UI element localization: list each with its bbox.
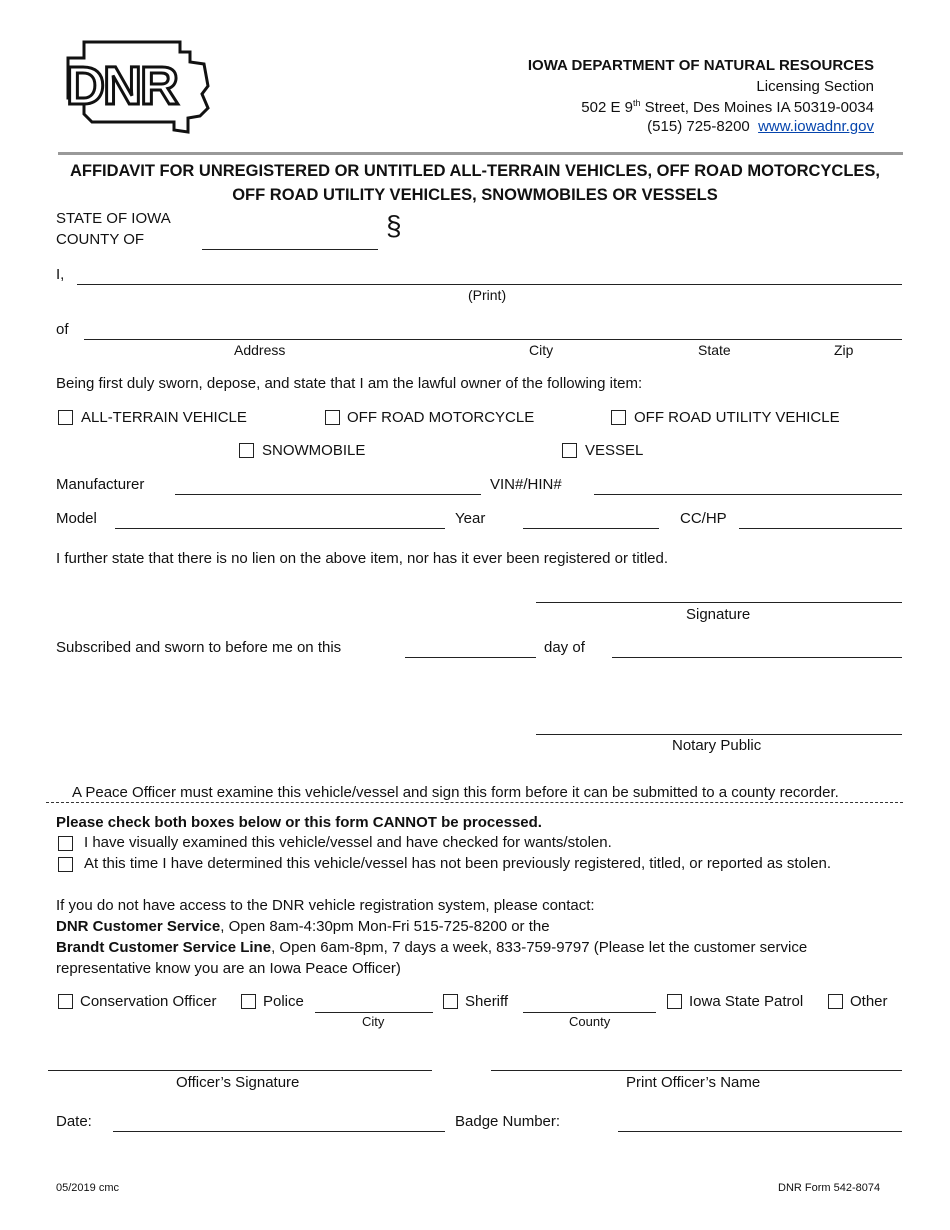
badge-label: Badge Number: xyxy=(455,1113,561,1130)
officer-name-field[interactable] xyxy=(491,1070,902,1071)
manufacturer-field[interactable] xyxy=(175,494,481,495)
city-caption: City xyxy=(529,342,554,358)
agency-contact xyxy=(647,118,874,135)
sheriff-county-caption: County xyxy=(569,1014,611,1029)
wants-stolen-label: I have visually examined this vehicle/vessel and have checked for wants/stolen. xyxy=(84,834,612,851)
vessel-checkbox[interactable] xyxy=(562,443,577,458)
other-checkbox[interactable] xyxy=(828,994,843,1009)
motorcycle-label: OFF ROAD MOTORCYCLE xyxy=(347,409,535,426)
agency-name: IOWA DEPARTMENT OF NATURAL RESOURCES xyxy=(527,57,874,74)
section-symbol: § xyxy=(386,210,402,241)
state-label: STATE OF IOWA xyxy=(56,210,171,227)
vessel-label: VESSEL xyxy=(585,442,644,459)
officer-signature-field[interactable] xyxy=(48,1070,432,1071)
utility-vehicle-checkbox[interactable] xyxy=(611,410,626,425)
lien-statement: I further state that there is no lien on the above item, nor has it ever been registered or titled. xyxy=(56,550,669,567)
form-title-line2: OFF ROAD UTILITY VEHICLES, SNOWMOBILES OR VESSELS xyxy=(232,186,718,204)
officer-signature-caption: Officer’s Signature xyxy=(176,1074,300,1091)
contact-intro: If you do not have access to the DNR vehicle registration system, please contact: xyxy=(56,897,595,914)
manufacturer-label: Manufacturer xyxy=(56,476,145,493)
sheriff-label: Sheriff xyxy=(465,993,509,1010)
badge-field[interactable] xyxy=(618,1131,902,1132)
vin-label: VIN#/HIN# xyxy=(490,476,562,493)
county-field[interactable] xyxy=(202,249,378,250)
vin-field[interactable] xyxy=(594,494,902,495)
form-title-line1: AFFIDAVIT FOR UNREGISTERED OR UNTITLED ALL-TERRAIN VEHICLES, OFF ROAD MOTORCYCLES, xyxy=(69,162,881,180)
date-label: Date: xyxy=(56,1113,92,1130)
dnr-logo xyxy=(62,38,217,138)
cchp-label: CC/HP xyxy=(680,510,727,527)
motorcycle-checkbox[interactable] xyxy=(325,410,340,425)
owner-name-field[interactable] xyxy=(77,284,902,285)
agency-phone: (515) 725-8200 xyxy=(647,118,750,135)
county-label: COUNTY OF xyxy=(56,231,145,248)
atv-label: ALL-TERRAIN VEHICLE xyxy=(81,409,247,426)
conservation-officer-label: Conservation Officer xyxy=(80,993,217,1010)
sworn-month-field[interactable] xyxy=(612,657,902,658)
peace-officer-notice: A Peace Officer must examine this vehicle/vessel and sign this form before it can be submitted to a county recorder. xyxy=(72,784,839,801)
svg-text:DNR: DNR xyxy=(66,56,177,116)
officer-instruction: Please check both boxes below or this form CANNOT be processed. xyxy=(56,814,542,831)
sheriff-checkbox[interactable] xyxy=(443,994,458,1009)
state-patrol-checkbox[interactable] xyxy=(667,994,682,1009)
notary-signature-field[interactable] xyxy=(536,734,902,735)
sworn-day-field[interactable] xyxy=(405,657,536,658)
year-field[interactable] xyxy=(523,528,659,529)
state-caption: State xyxy=(698,342,731,358)
address-caption: Address xyxy=(234,342,286,358)
of-label: of xyxy=(56,321,69,338)
agency-address: 502 E 9th Street, Des Moines IA 50319-0034 xyxy=(581,98,874,116)
agency-website-link[interactable]: www.iowadnr.gov xyxy=(758,118,874,135)
owner-address-field[interactable] xyxy=(84,339,902,340)
footer-form-number: DNR Form 542-8074 xyxy=(778,1182,881,1194)
model-label: Model xyxy=(56,510,97,527)
sworn-label: Subscribed and sworn to before me on this xyxy=(56,639,342,656)
footer-revision: 05/2019 cmc xyxy=(56,1182,119,1194)
print-caption: (Print) xyxy=(468,287,507,303)
brandt-service-line: Brandt Customer Service Line, Open 6am-8pm, 7 days a week, 833-759-9797 (Please let the customer service xyxy=(56,939,808,956)
notary-caption: Notary Public xyxy=(672,737,762,754)
day-of-label: day of xyxy=(544,639,585,656)
not-registered-label: At this time I have determined this vehicle/vessel has not been previously registered, titled, or reported as stolen. xyxy=(84,855,832,872)
cchp-field[interactable] xyxy=(739,528,902,529)
utility-vehicle-label: OFF ROAD UTILITY VEHICLE xyxy=(634,409,840,426)
ownership-statement: Being first duly sworn, depose, and state that I am the lawful owner of the following item: xyxy=(56,375,643,392)
not-registered-checkbox[interactable] xyxy=(58,857,73,872)
brandt-service-line-cont: representative know you are an Iowa Peace Officer) xyxy=(56,960,401,977)
cut-divider xyxy=(46,802,903,803)
signature-caption: Signature xyxy=(686,606,751,623)
i-label: I, xyxy=(56,266,65,283)
atv-checkbox[interactable] xyxy=(58,410,73,425)
model-field[interactable] xyxy=(115,528,445,529)
header-divider xyxy=(58,152,903,155)
date-field[interactable] xyxy=(113,1131,445,1132)
sheriff-county-field[interactable] xyxy=(523,1012,656,1013)
year-label: Year xyxy=(455,510,486,527)
zip-caption: Zip xyxy=(834,342,854,358)
conservation-officer-checkbox[interactable] xyxy=(58,994,73,1009)
other-label: Other xyxy=(850,993,888,1010)
state-patrol-label: Iowa State Patrol xyxy=(689,993,804,1010)
dnr-customer-service: DNR Customer Service, Open 8am-4:30pm Mon-Fri 515-725-8200 or the xyxy=(56,918,550,935)
police-city-caption: City xyxy=(362,1014,385,1029)
police-city-field[interactable] xyxy=(315,1012,433,1013)
wants-stolen-checkbox[interactable] xyxy=(58,836,73,851)
snowmobile-checkbox[interactable] xyxy=(239,443,254,458)
snowmobile-label: SNOWMOBILE xyxy=(262,442,366,459)
officer-name-caption: Print Officer’s Name xyxy=(626,1074,761,1091)
owner-signature-field[interactable] xyxy=(536,602,902,603)
agency-section: Licensing Section xyxy=(756,78,874,95)
police-checkbox[interactable] xyxy=(241,994,256,1009)
police-label: Police xyxy=(263,993,304,1010)
